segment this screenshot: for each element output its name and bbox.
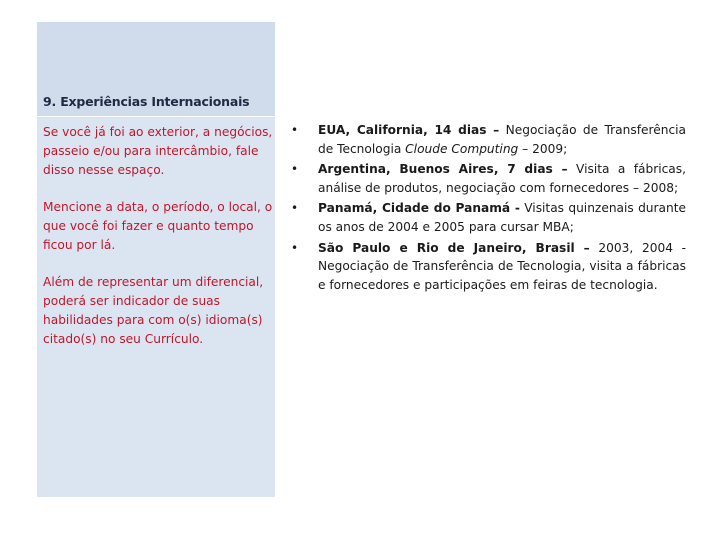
item-text: Negociação de Transferência de Tecnologia [318, 123, 686, 156]
bullet-icon: • [291, 240, 299, 255]
bullet-icon: • [291, 162, 299, 177]
section-title: 9. Experiências Internacionais [43, 94, 250, 109]
bullet-icon: • [291, 123, 299, 137]
bullet-icon: • [291, 201, 299, 216]
left-panel [37, 22, 275, 497]
item-heading: Panamá, Cidade do Panamá - [318, 201, 520, 216]
item-text: Visitas quinzenais durante os anos de 2004 e 2005 para cursar MBA; [318, 201, 687, 234]
guidance-paragraph: Se você já foi ao exterior, a negócios, passeio e/ou para intercâmbio, fale disso nesse espaço. [43, 125, 273, 177]
list-item [291, 121, 686, 158]
list-item [291, 160, 686, 197]
item-tail: – 2009; [518, 141, 568, 156]
list-item [291, 239, 686, 295]
item-heading: Argentina, Buenos Aires, 7 dias – [318, 162, 568, 177]
left-header [37, 22, 275, 116]
guidance-paragraph: Mencione a data, o período, o local, o que você foi fazer e quanto tempo ficou por lá. [43, 200, 273, 252]
item-text: Visita a fábricas, análise de produtos, negociação com fornecedores – 2008; [318, 162, 686, 195]
header-divider [37, 116, 275, 117]
list-item [291, 199, 686, 236]
item-text: 2003, 2004 - Negociação de Transferência de Tecnologia, visita a fábricas e fornecedores e participações em feiras de tecnologia. [318, 240, 686, 292]
item-italic: Cloude Computing [405, 141, 519, 156]
item-heading: São Paulo e Rio de Janeiro, Brasil – [318, 240, 590, 255]
guidance-text [43, 123, 273, 349]
guidance-paragraph: Além de representar um diferencial, poderá ser indicador de suas habilidades para com o(s) idioma(s) citado(s) no seu Currículo. [43, 275, 264, 346]
item-heading: EUA, California, 14 dias – [318, 123, 500, 137]
experience-list [291, 121, 686, 296]
